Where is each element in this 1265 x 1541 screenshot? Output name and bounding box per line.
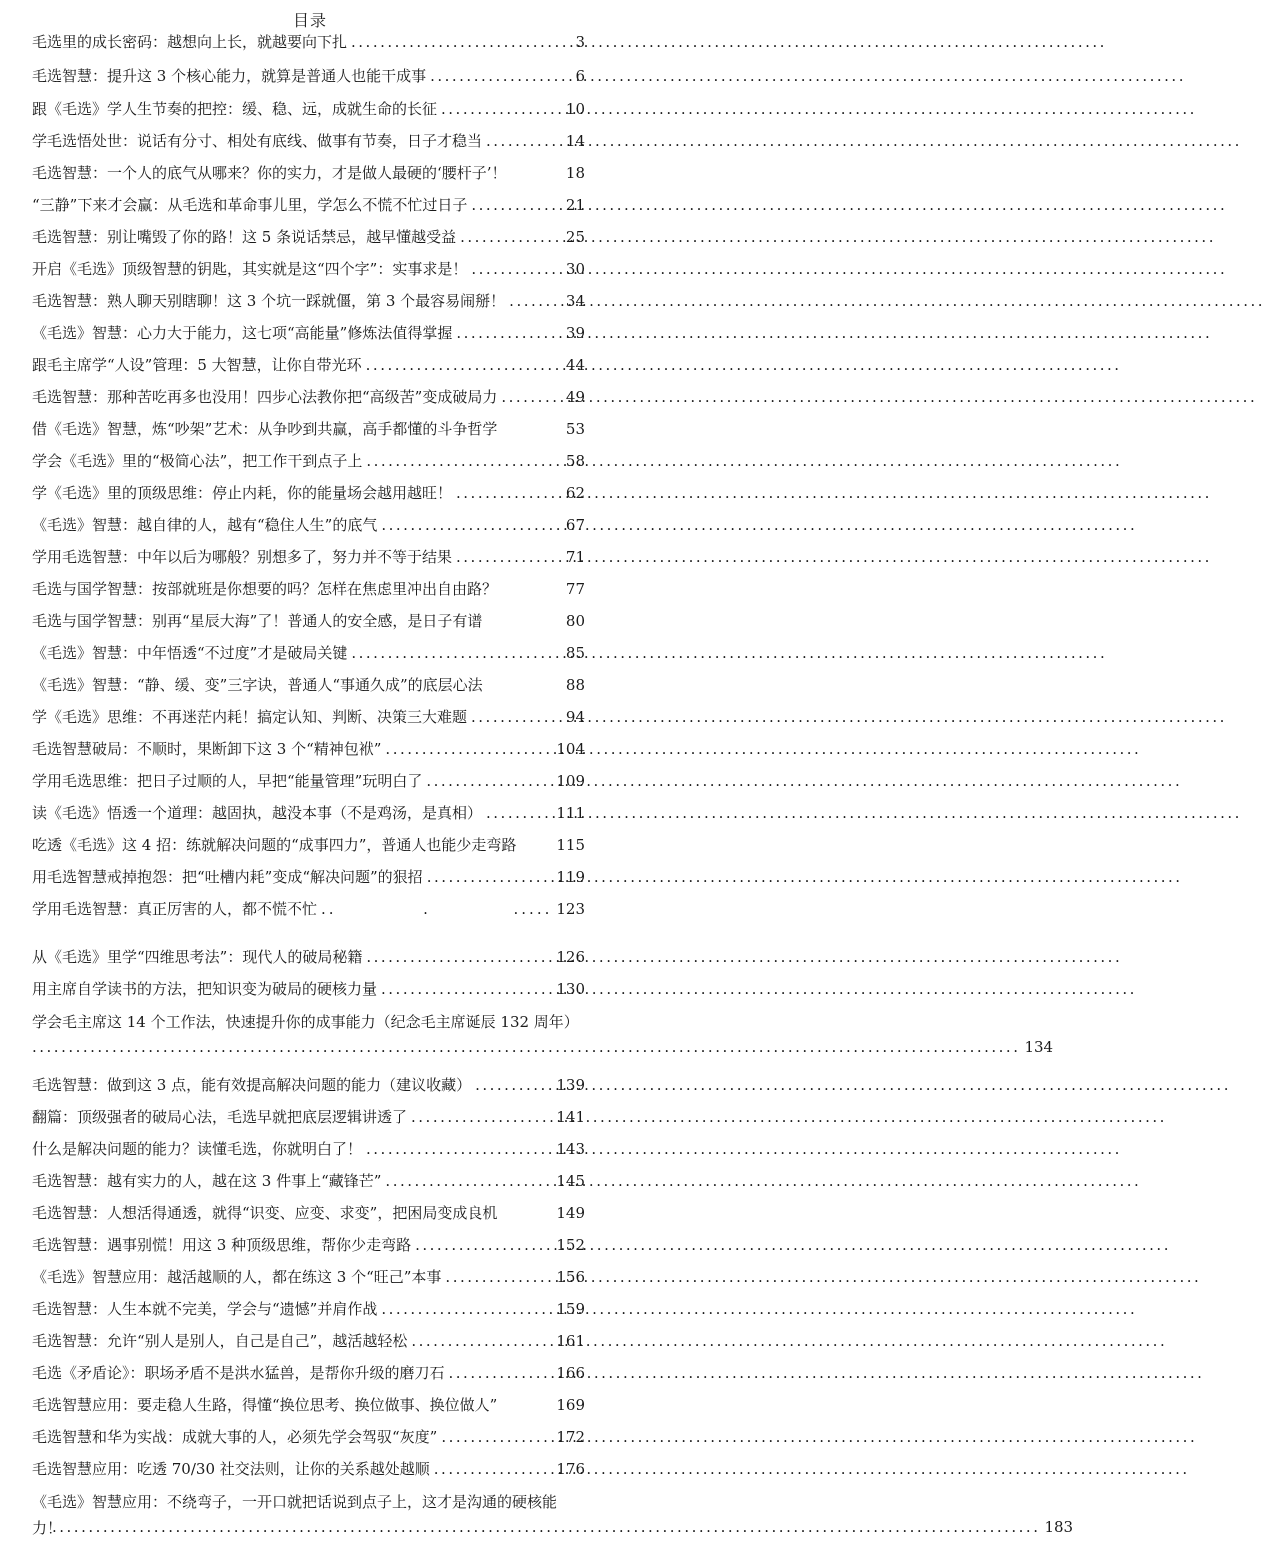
toc-entry[interactable] [32, 64, 585, 88]
toc-entry-page: 85 [565, 644, 585, 662]
toc-entry-title: 毛选智慧应用：吃透 70/30 社交法则，让你的关系越处越顺 [32, 1460, 430, 1478]
toc-entry-page: 94 [565, 708, 585, 726]
toc-entry-page: 49 [565, 388, 585, 406]
toc-entry[interactable] [32, 609, 585, 633]
toc-entry[interactable] [32, 673, 585, 697]
toc-entry-page: 10 [565, 100, 585, 118]
toc-entry-title: 毛选智慧：提升这 3 个核心能力，就算是普通人也能干成事 [32, 67, 427, 85]
toc-entry[interactable] [32, 641, 585, 665]
toc-entry-page: 152 [556, 1236, 585, 1254]
leader-dots [385, 737, 552, 761]
toc-entry-title: 毛选智慧：一个人的底气从哪来？你的实力，才是做人最硬的‘腰杆子’！ [32, 164, 507, 182]
toc-entry-page: 161 [556, 1332, 585, 1350]
toc-entry-title: 毛选与国学智慧：别再“星辰大海”了！普通人的安全感，是日子有谱 [32, 612, 483, 630]
toc-entry[interactable] [32, 417, 585, 441]
leader-dots [475, 1073, 552, 1097]
toc-entry-title: 开启《毛选》顶级智慧的钥匙，其实就是这“四个字”：实事求是！ [32, 260, 468, 278]
leader-dots [366, 353, 562, 377]
leader-dots [456, 545, 562, 569]
toc-entry[interactable] [32, 977, 585, 1001]
toc-entry-page: 104 [556, 740, 585, 758]
toc-entry-page: 166 [556, 1364, 585, 1382]
leader-dots [486, 129, 562, 153]
leader-dots [509, 289, 562, 313]
toc-entry-page: 3 [575, 33, 585, 51]
toc-entry-title: 用毛选智慧戒掉抱怨：把“吐槽内耗”变成“解决问题”的狠招 [32, 868, 423, 886]
toc-entry[interactable] [32, 481, 585, 505]
toc-entry-page: 25 [565, 228, 585, 246]
toc-entry-page: 109 [556, 772, 585, 790]
leader-dots [441, 1425, 552, 1449]
leader-dots [426, 769, 552, 793]
toc-entry-title: 学用毛选思维：把日子过顺的人，早把“能量管理”玩明白了 [32, 772, 423, 790]
leader-dots [366, 1137, 552, 1161]
leader-dots [411, 1329, 552, 1353]
toc-entry-page: 58 [565, 452, 585, 470]
toc-entry[interactable] [32, 289, 585, 313]
toc-entry-page: 130 [556, 980, 585, 998]
toc-entry[interactable] [32, 1457, 585, 1481]
toc-entry[interactable] [32, 97, 585, 121]
toc-entry-title: 《毛选》智慧：“静、缓、变”三字诀，普通人“事通久成”的底层心法 [32, 676, 483, 694]
leader-dots: ..... [513, 900, 553, 918]
leader-dots [321, 897, 337, 921]
toc-entry-leader [52, 1515, 1074, 1539]
toc-entry-page: 115 [556, 836, 585, 854]
toc-entry-title: 从《毛选》里学“四维思考法”：现代人的破局秘籍 [32, 948, 363, 966]
leader-dots [381, 1297, 552, 1321]
toc-entry-title: 毛选《矛盾论》：职场矛盾不是洪水猛兽，是帮你升级的磨刀石 [32, 1364, 445, 1382]
toc-entry-page: 39 [565, 324, 585, 342]
leader-dots [381, 513, 562, 537]
toc-entry[interactable] [32, 705, 585, 729]
toc-entry[interactable] [32, 257, 585, 281]
leader-dots [32, 1035, 1020, 1059]
toc-entry-page: 156 [556, 1268, 585, 1286]
toc-entry-title: 毛选与国学智慧：按部就班是你想要的吗？怎样在焦虑里冲出自由路？ [32, 580, 498, 598]
toc-entry-title: 《毛选》智慧：越自律的人，越有“稳住人生”的底气 [32, 516, 378, 534]
leader-dots [486, 801, 552, 825]
toc-entry-title: 毛选智慧：越有实力的人，越在这 3 件事上“藏锋芒” [32, 1172, 382, 1190]
toc-entry-page: 141 [556, 1108, 585, 1126]
toc-entry-title: 毛选智慧应用：要走稳人生路，得懂“换位思考、换位做事、换位做人” [32, 1396, 498, 1414]
toc-entry-page: 30 [565, 260, 585, 278]
leader-dots [460, 225, 562, 249]
toc-entry-title: 吃透《毛选》这 4 招：练就解决问题的“成事四力”，普通人也能少走弯路 [32, 836, 517, 854]
toc-entry-page: 143 [556, 1140, 585, 1158]
leader-dots [441, 97, 562, 121]
toc-entry[interactable] [32, 737, 585, 761]
leader-dots [501, 385, 562, 409]
leader-dots [351, 30, 571, 54]
toc-entry[interactable] [32, 801, 585, 825]
toc-entry-title: 《毛选》智慧：中年悟透“不过度”才是破局关键 [32, 644, 348, 662]
toc-entry-title: 学《毛选》思维：不再迷茫内耗！搞定认知、判断、决策三大难题 [32, 708, 468, 726]
toc-entry[interactable] [32, 1169, 585, 1193]
leader-dots [366, 449, 562, 473]
toc-entry[interactable] [32, 385, 585, 409]
leader-dots [471, 257, 562, 281]
toc-entry[interactable] [32, 1329, 585, 1353]
toc-entry-page: 62 [565, 484, 585, 502]
leader-dots [411, 1105, 552, 1129]
toc-entry[interactable] [32, 833, 585, 857]
toc-entry-title: 学用毛选智慧：真正厉害的人，都不慌不忙 [32, 900, 318, 918]
toc-entry-page: 159 [556, 1300, 585, 1318]
leader-dots: . [423, 900, 431, 918]
leader-dots [430, 64, 571, 88]
toc-entry-page: 139 [556, 1076, 585, 1094]
page-title: 目录 [292, 11, 327, 30]
leader-dots [471, 705, 562, 729]
toc-entry[interactable] [32, 1297, 585, 1321]
toc-entry[interactable] [32, 193, 585, 217]
toc-entry-page: 169 [556, 1396, 585, 1414]
toc-entry[interactable] [32, 225, 585, 249]
toc-entry[interactable] [32, 1137, 585, 1161]
toc-entry-title: 毛选智慧和华为实战：成就大事的人，必须先学会驾驭“灰度” [32, 1428, 438, 1446]
leader-dots [415, 1233, 552, 1257]
toc-entry-leader [32, 1035, 1054, 1059]
toc-entry[interactable] [32, 577, 585, 601]
toc-entry-title: 什么是解决问题的能力？读懂毛选，你就明白了！ [32, 1140, 363, 1158]
leader-dots [449, 1361, 553, 1385]
toc-entry[interactable] [32, 865, 585, 889]
toc-entry[interactable] [32, 1393, 585, 1417]
toc-entry-title: 毛选智慧：做到这 3 点，能有效提高解决问题的能力（建议收藏） [32, 1076, 472, 1094]
toc-entry[interactable] [32, 1233, 585, 1257]
toc-entry[interactable] [32, 1201, 585, 1225]
toc-entry-page: 67 [565, 516, 585, 534]
toc-entry-title: 读《毛选》悟透一个道理：越固执，越没本事（不是鸡汤，是真相） [32, 804, 483, 822]
toc-entry[interactable] [32, 513, 585, 537]
leader-dots [351, 641, 562, 665]
toc-entry[interactable] [32, 129, 585, 153]
toc-entry-title: 毛选智慧：熟人聊天别瞎聊！这 3 个坑一踩就僵，第 3 个最容易闹掰！ [32, 292, 506, 310]
toc-entry-page: 71 [565, 548, 585, 566]
toc-entry-title: 学毛选悟处世：说话有分寸、相处有底线、做事有节奏，日子才稳当 [32, 132, 483, 150]
toc-entry-title: 跟《毛选》学人生节奏的把控：缓、稳、远，成就生命的长征 [32, 100, 438, 118]
toc-entry-title: 用主席自学读书的方法，把知识变为破局的硬核力量 [32, 980, 378, 998]
toc-entry[interactable] [32, 1265, 585, 1289]
toc-entry[interactable] [32, 769, 585, 793]
toc-entry-page: 34 [565, 292, 585, 310]
toc-entry-title: “三静”下来才会赢：从毛选和革命事儿里，学怎么不慌不忙过日子 [32, 196, 468, 214]
toc-entry-page: 77 [565, 580, 585, 598]
toc-entry[interactable] [32, 897, 585, 921]
toc-entry[interactable] [32, 545, 585, 569]
leader-dots [381, 977, 552, 1001]
toc-entry-page: 14 [565, 132, 585, 150]
toc-entry-page: 123 [556, 900, 585, 918]
toc-entry-title: 毛选智慧：允许“别人是别人，自己是自己”，越活越轻松 [32, 1332, 408, 1350]
toc-entry[interactable] [32, 449, 585, 473]
toc-entry[interactable] [32, 30, 585, 54]
toc-entry-title: 毛选智慧：人想活得通透，就得“识变、应变、求变”，把困局变成良机 [32, 1204, 498, 1222]
toc-entry-page: 21 [565, 196, 585, 214]
toc-entry-title: 《毛选》智慧：心力大于能力，这七项“高能量”修炼法值得掌握 [32, 324, 453, 342]
leader-dots [366, 945, 552, 969]
toc-entry-page: 176 [556, 1460, 585, 1478]
toc-entry-page: 149 [556, 1204, 585, 1222]
leader-dots [445, 1265, 552, 1289]
toc-entry-title: 学《毛选》里的顶级思维：停止内耗，你的能量场会越用越旺！ [32, 484, 453, 502]
toc-entry[interactable] [32, 161, 585, 185]
toc-entry-title: 《毛选》智慧应用：不绕弯子，一开口就把话说到点子上，这才是沟通的硬核能力！ [32, 1493, 558, 1537]
toc-entry[interactable] [32, 1073, 585, 1097]
toc-entry-page: 119 [556, 868, 585, 886]
toc-entry-title: 学用毛选智慧：中年以后为哪般？别想多了，努力并不等于结果 [32, 548, 453, 566]
toc-entry-page: 111 [556, 804, 585, 822]
toc-entry-page: 6 [575, 67, 585, 85]
toc-entry-title: 毛选智慧破局：不顺时，果断卸下这 3 个“精神包袱” [32, 740, 382, 758]
toc-entry-page: 53 [565, 420, 585, 438]
toc-entry-title: 毛选里的成长密码：越想向上长，就越要向下扎 [32, 33, 348, 51]
toc-entry-page: 80 [565, 612, 585, 630]
leader-dots [471, 193, 562, 217]
toc-entry-page: 134 [1024, 1038, 1054, 1056]
toc-entry-title: 毛选智慧：遇事别慌！用这 3 种顶级思维，帮你少走弯路 [32, 1236, 412, 1254]
leader-dots [385, 1169, 552, 1193]
leader-dots [456, 481, 562, 505]
toc-entry-page: 183 [1044, 1518, 1074, 1536]
toc-entry-page: 18 [565, 164, 585, 182]
toc-entry-title: 借《毛选》智慧，炼“吵架”艺术：从争吵到共赢，高手都懂的斗争哲学 [32, 420, 498, 438]
toc-entry[interactable] [32, 353, 585, 377]
toc-entry-title: 毛选智慧：那种苦吃再多也没用！四步心法教你把“高级苦”变成破局力 [32, 388, 498, 406]
toc-entry-page: 172 [556, 1428, 585, 1446]
toc-entry[interactable] [32, 1361, 585, 1385]
toc-entry[interactable] [32, 945, 585, 969]
toc-entry-title: 毛选智慧：别让嘴毁了你的路！这 5 条说话禁忌，越早懂越受益 [32, 228, 457, 246]
toc-entry-title: 学会毛主席这 14 个工作法，快速提升你的成事能力（纪念毛主席诞辰 132 周年） [32, 1013, 579, 1031]
leader-dots [52, 1515, 1040, 1539]
leader-dots [456, 321, 562, 345]
leader-dots [434, 1457, 553, 1481]
toc-entry-title: 翻篇：顶级强者的破局心法，毛选早就把底层逻辑讲透了 [32, 1108, 408, 1126]
leader-dots [427, 865, 553, 889]
toc-entry-page: 126 [556, 948, 585, 966]
toc-entry-title: 学会《毛选》里的“极简心法”，把工作干到点子上 [32, 452, 363, 470]
toc-entry-title: 毛选智慧：人生本就不完美，学会与“遗憾”并肩作战 [32, 1300, 378, 1318]
toc-entry-title: 跟毛主席学“人设”管理：5 大智慧，让你自带光环 [32, 356, 362, 374]
toc-entry-page: 145 [556, 1172, 585, 1190]
toc-entry[interactable] [32, 321, 585, 345]
toc-entry-title: 《毛选》智慧应用：越活越顺的人，都在练这 3 个“旺己”本事 [32, 1268, 442, 1286]
toc-entry[interactable] [32, 1425, 585, 1449]
toc-entry[interactable] [32, 1105, 585, 1129]
toc-entry-page: 44 [565, 356, 585, 374]
toc-entry-page: 88 [565, 676, 585, 694]
